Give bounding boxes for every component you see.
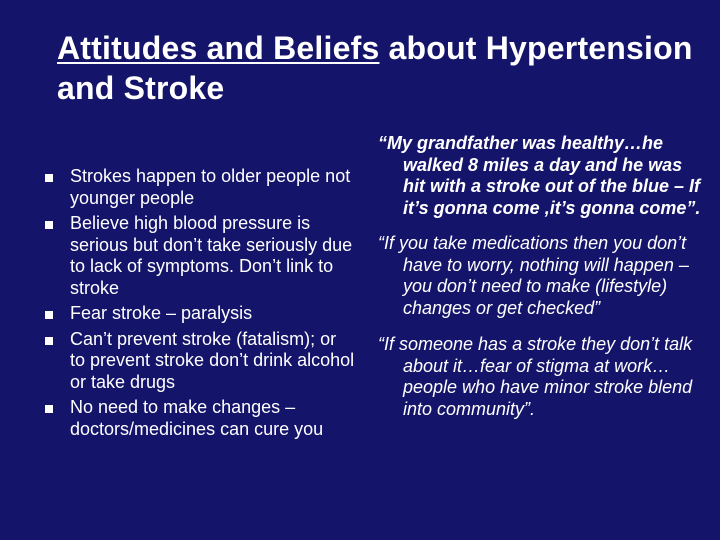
- quotes-column: [378, 133, 708, 435]
- quote-stigma: “If someone has a stroke they don’t talk about it…fear of stigma at work…people who have minor stroke blend into community”.: [378, 334, 693, 419]
- belief-item: [45, 397, 355, 440]
- belief-text: Fear stroke – paralysis: [70, 303, 253, 323]
- belief-text: Believe high blood pressure is serious but don’t take seriously due to lack of symptoms. Don’t link to stroke: [70, 213, 353, 298]
- belief-item: [45, 303, 355, 325]
- square-bullet-icon: [45, 311, 53, 319]
- belief-item: [45, 213, 355, 299]
- slide-title-rest: about Hypertension and Stroke: [57, 30, 693, 106]
- quote-grandfather: “My grandfather was healthy…he walked 8 miles a day and he was hit with a stroke out of the blue – If it’s gonna come ,it’s gonna come”.: [378, 133, 701, 218]
- slide-title: [57, 28, 697, 108]
- belief-item: [45, 166, 355, 209]
- belief-text: Strokes happen to older people not younger people: [70, 166, 351, 208]
- slide-title-underlined: Attitudes and Beliefs: [57, 30, 380, 66]
- square-bullet-icon: [45, 174, 53, 182]
- belief-text: Can’t prevent stroke (fatalism); or to prevent stroke don’t drink alcohol or take drugs: [70, 328, 355, 392]
- quote-medications: “If you take medications then you don’t have to worry, nothing will happen – you don’t need to make (lifestyle) changes or get checked”: [378, 233, 689, 318]
- beliefs-list: [45, 166, 355, 444]
- square-bullet-icon: [45, 337, 53, 345]
- square-bullet-icon: [45, 405, 53, 413]
- belief-text: No need to make changes – doctors/medicines can cure you: [70, 397, 324, 439]
- square-bullet-icon: [45, 221, 53, 229]
- belief-item: [45, 329, 355, 394]
